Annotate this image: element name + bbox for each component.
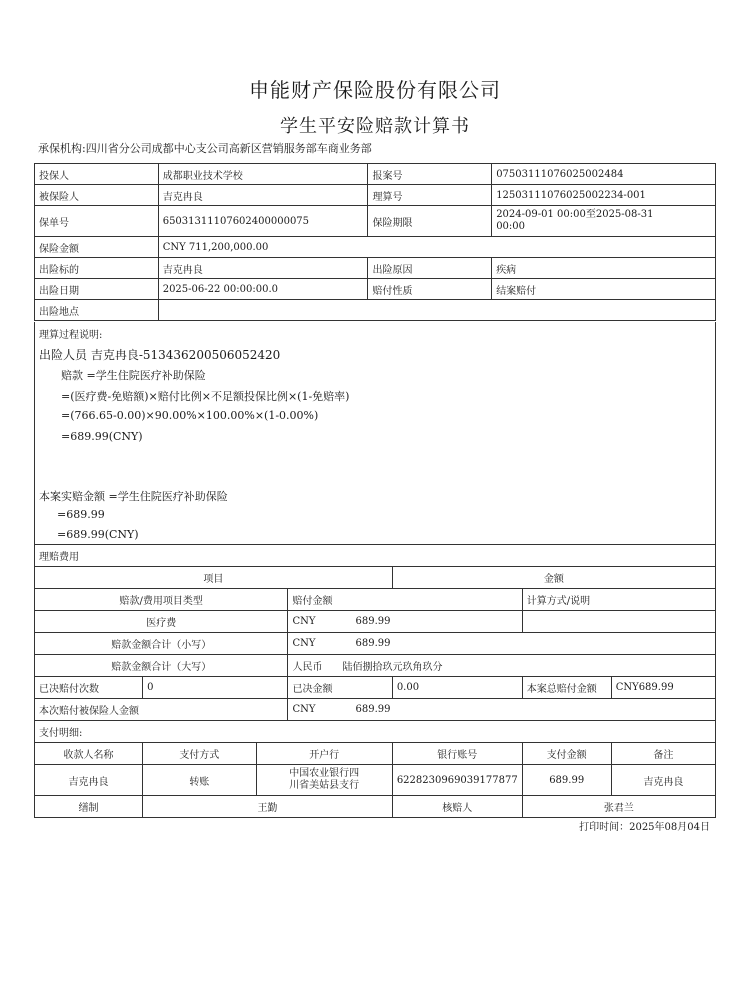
this-time-value: 689.99: [355, 704, 391, 715]
policy-holder-label: 投保人: [35, 164, 159, 185]
calc-total-1: 本案实赔金额 =学生住院医疗补助保险: [39, 490, 228, 503]
fees-row2-amount: [288, 633, 716, 655]
checker-label: 核赔人: [392, 796, 522, 818]
fees-row3-amount: [288, 655, 716, 677]
fees-row3-currency: 人民币: [292, 662, 323, 673]
insured-label: 被保险人: [35, 185, 159, 206]
maker-value: 王勤: [143, 796, 393, 818]
calc-total-3: =689.99(CNY): [57, 528, 139, 541]
period-value: [492, 206, 716, 237]
fees-row1-method: [522, 611, 715, 633]
policy-no-label: 保单号: [35, 206, 159, 237]
policy-no-value: 65031311107602400000075: [158, 206, 368, 237]
payment-bank: [256, 765, 392, 796]
date-value: 2025-06-22 00:00:00.0: [158, 279, 368, 300]
fees-row1-currency: CNY: [292, 616, 316, 627]
paid-amount-label: 已决金额: [288, 677, 392, 699]
policy-holder-value: 成都职业技术学校: [158, 164, 368, 185]
payment-section-label: 支付明细:: [35, 721, 716, 743]
document-title: 学生平安险赔款计算书: [280, 116, 470, 137]
payment-method: 转账: [143, 765, 257, 796]
fees-section-label: 理赔费用: [35, 545, 716, 567]
cause-label: 出险原因: [368, 258, 492, 279]
total-paid-label: 本案总赔付金额: [522, 677, 611, 699]
fees-row3-label: 赔款金额合计（大写）: [35, 655, 288, 677]
period-line-2: 00:00: [496, 221, 526, 232]
place-value: [158, 300, 715, 321]
claim-no-value: 12503111076025002234-001: [492, 185, 716, 206]
table-row: [35, 765, 716, 796]
report-no-value: 07503111076025002484: [492, 164, 716, 185]
calc-line-2: =(医疗费-免赔额)×赔付比例×不足额投保比例×(1-免赔率): [61, 390, 350, 403]
insurer-line: [38, 140, 372, 156]
payment-header-amount: 支付金额: [522, 743, 611, 765]
calc-line-1: 赔款 =学生住院医疗补助保险: [61, 369, 206, 382]
maker-label: 缮制: [35, 796, 143, 818]
fees-row2-value: 689.99: [355, 638, 391, 649]
report-no-label: 报案号: [368, 164, 492, 185]
this-time-label: 本次赔付被保险人金额: [35, 699, 288, 721]
fees-amount-header: 金额: [392, 567, 715, 589]
payment-header-remark: 备注: [611, 743, 715, 765]
insurer-label: 承保机构:: [38, 142, 86, 155]
subject-label: 出险标的: [35, 258, 159, 279]
this-time-currency: CNY: [292, 704, 316, 715]
fees-row1-value: 689.99: [355, 616, 391, 627]
period-label: 保险期限: [368, 206, 492, 237]
checker-value: 张君兰: [522, 796, 715, 818]
payment-header-method: 支付方式: [143, 743, 257, 765]
nature-value: 结案赔付: [492, 279, 716, 300]
fees-pay-amount-header: 赔付金额: [288, 589, 522, 611]
calc-line-4: =689.99(CNY): [61, 430, 143, 443]
payment-header-account: 银行账号: [392, 743, 522, 765]
company-name: 申能财产保险股份有限公司: [249, 78, 501, 102]
calc-person: 出险人员 吉克冉良-513436200506052420: [39, 348, 281, 362]
fees-row2-label: 赔款金额合计（小写）: [35, 633, 288, 655]
amount-label: 保险金额: [35, 237, 159, 258]
paid-times-value: 0: [143, 677, 288, 699]
paid-times-label: 已决赔付次数: [35, 677, 143, 699]
this-time-amount: [288, 699, 716, 721]
paid-amount-value: 0.00: [392, 677, 522, 699]
calc-line-3: =(766.65-0.00)×90.00%×100.00%×(1-0.00%): [61, 409, 319, 422]
fees-row1-amount: [288, 611, 522, 633]
payment-amount: 689.99: [522, 765, 611, 796]
period-line-1: 2024-09-01 00:00至2025-08-31: [496, 209, 654, 220]
fees-row2-currency: CNY: [292, 638, 316, 649]
fees-method-header: 计算方式/说明: [522, 589, 715, 611]
calc-label: 理算过程说明:: [39, 330, 103, 341]
print-time: 打印时间：2025年08月04日: [579, 822, 710, 833]
calculation-section: [34, 322, 716, 545]
fees-payment-table: [34, 544, 716, 818]
payment-bank-line-2: 川省美姑县支行: [289, 780, 360, 791]
claim-no-label: 理算号: [368, 185, 492, 206]
subject-value: 吉克冉良: [158, 258, 368, 279]
payment-bank-line-1: 中国农业银行四: [289, 768, 360, 779]
fees-row3-value: 陆佰捌拾玖元玖角玖分: [342, 662, 443, 673]
nature-label: 赔付性质: [368, 279, 492, 300]
payment-payee: 吉克冉良: [35, 765, 143, 796]
total-paid-value: CNY689.99: [611, 677, 715, 699]
claim-info-table: [34, 163, 716, 321]
payment-header-payee: 收款人名称: [35, 743, 143, 765]
insured-value: 吉克冉良: [158, 185, 368, 206]
place-label: 出险地点: [35, 300, 159, 321]
payment-remark: 吉克冉良: [611, 765, 715, 796]
fees-row1-label: 医疗费: [35, 611, 288, 633]
payment-account: 6228230969039177877: [392, 765, 522, 796]
payment-header-bank: 开户行: [256, 743, 392, 765]
fees-item-header: 项目: [35, 567, 393, 589]
calc-total-2: =689.99: [57, 508, 105, 521]
date-label: 出险日期: [35, 279, 159, 300]
insurer-value: 四川省分公司成都中心支公司高新区营销服务部车商业务部: [85, 142, 372, 155]
fees-type-header: 赔款/费用项目类型: [35, 589, 288, 611]
cause-value: 疾病: [492, 258, 716, 279]
amount-value: CNY 711,200,000.00: [158, 237, 715, 258]
